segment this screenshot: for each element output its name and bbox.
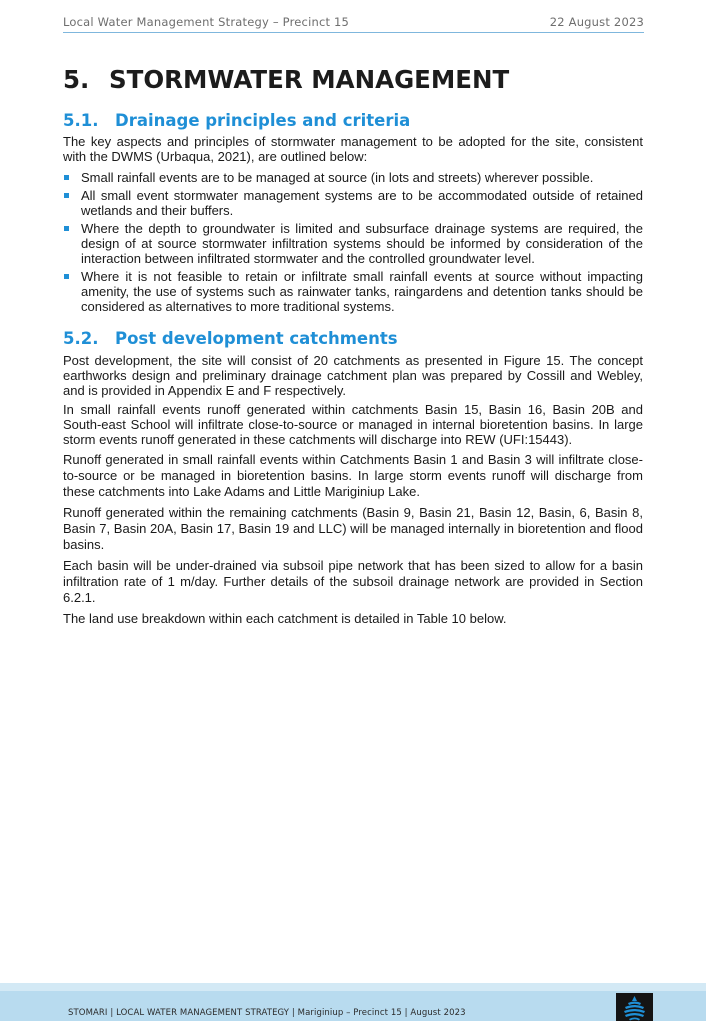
bullet-square-icon [64,226,69,231]
bullet-item: Where the depth to groundwater is limited and subsurface drainage systems are required, the design of at source stormwater infiltration systems should be informed by consideration of the interaction between infiltrated stormwater and the controlled groundwater level. [63,221,643,266]
bullet-item: All small event stormwater management systems are to be accommodated outside of retained wetlands and their buffers. [63,188,643,218]
page-footer [0,983,706,1021]
section-heading [63,62,643,98]
paragraph: Post development, the site will consist of 20 catchments as presented in Figure 15. The concept earthworks design and preliminary drainage catchment plan was prepared by Cossill and Webley, and is provided in Appendix E and F respectively. [63,353,643,398]
subsection-heading-drainage [63,109,643,133]
subsection-title: Drainage principles and criteria [115,111,411,130]
footer-stripe [0,983,706,991]
subsection-number: 5.1. [63,111,99,130]
paragraph: The land use breakdown within each catchment is detailed in Table 10 below. [63,611,507,626]
header-document-title: Local Water Management Strategy – Precinct 15 [63,15,350,29]
bullet-item: Small rainfall events are to be managed at source (in lots and streets) wherever possible. [63,170,643,185]
paragraph: Runoff generated within the remaining catchments (Basin 9, Basin 21, Basin 12, Basin, 6, Basin 8, Basin 7, Basin 20A, Basin 17, Basin 19 and LLC) will be managed internally in bioretention and flood basins. [63,505,643,552]
subsection-title: Post development catchments [115,329,398,348]
page-header [63,14,644,33]
section-number: 5. [63,65,90,94]
water-drop-logo-icon [616,993,653,1021]
paragraph: In small rainfall events runoff generated within catchments Basin 15, Basin 16, Basin 20B and South-east School will infiltrate close-to-source or managed in internal bioretention basins. In large storm events runoff generated in these catchments will discharge into REW (UFI:15443). [63,402,643,447]
bullet-square-icon [64,274,69,279]
bullet-square-icon [64,193,69,198]
subsection-heading-catchments [63,327,643,351]
page-content [63,62,643,627]
paragraph: Each basin will be under-drained via subsoil pipe network that has been sized to allow for a basin infiltration rate of 1 m/day. Further details of the subsoil drainage network are provided in Section 6.2.1. [63,558,643,605]
footer-text: STOMARI | LOCAL WATER MANAGEMENT STRATEGY | Mariginiup – Precinct 15 | August 2023 [68,1008,466,1018]
section-title: STORMWATER MANAGEMENT [109,65,510,94]
subsection-number: 5.2. [63,329,99,348]
bullet-square-icon [64,175,69,180]
bullet-list [63,170,643,314]
paragraph: Runoff generated in small rainfall events within Catchments Basin 1 and Basin 3 will infiltrate close-to-source or be managed in bioretention basins. In large storm events runoff will discharge from these catchments into Lake Adams and Little Mariginiup Lake. [63,452,643,499]
header-date: 22 August 2023 [549,15,644,29]
paragraph: The key aspects and principles of stormwater management to be adopted for the site, consistent with the DWMS (Urbaqua, 2021), are outlined below: [63,134,643,164]
bullet-item: Where it is not feasible to retain or infiltrate small rainfall events at source without impacting amenity, the use of systems such as rainwater tanks, raingardens and detention tanks should be considered as alternatives to more traditional systems. [63,269,643,314]
